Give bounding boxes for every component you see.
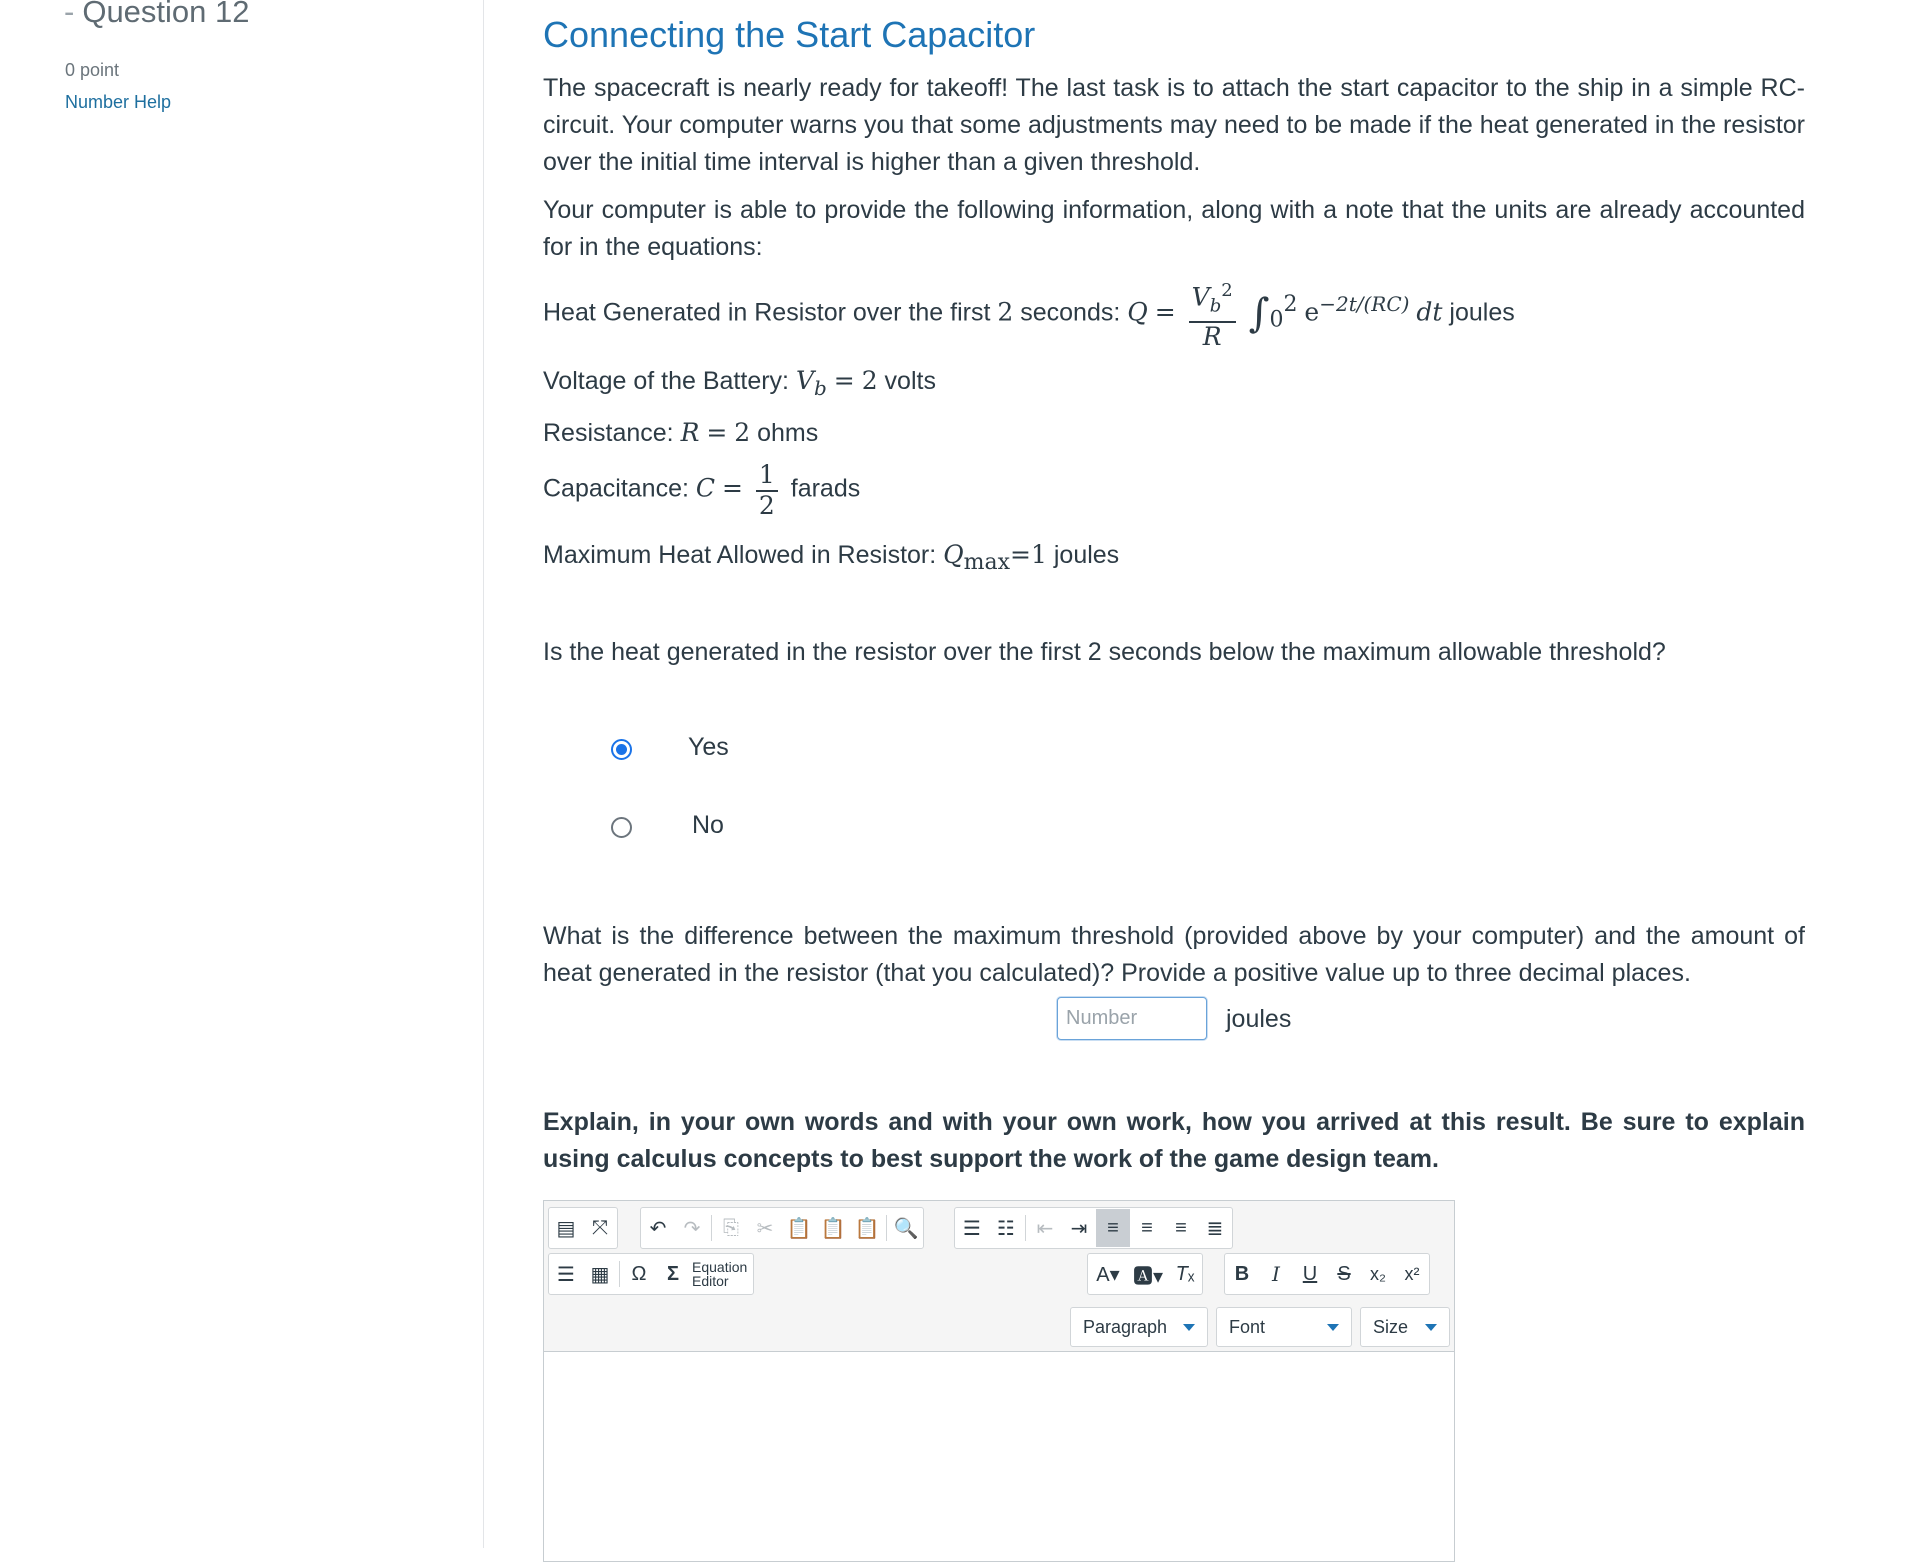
toolbar-group-insert bbox=[548, 1253, 754, 1295]
chevron-down-icon bbox=[1327, 1324, 1339, 1331]
question1-prompt: Is the heat generated in the resistor over the first 2 seconds below the maximum allowable threshold? bbox=[543, 638, 1666, 666]
resistance-symbol: R bbox=[680, 418, 700, 447]
capacitance-symbol: C bbox=[695, 473, 716, 503]
text-color-icon[interactable]: A▾ bbox=[1096, 1263, 1120, 1286]
align-justify-icon[interactable]: ≣ bbox=[1206, 1217, 1224, 1240]
heat-formula-line bbox=[543, 276, 1515, 351]
problem-title: Connecting the Start Capacitor bbox=[543, 14, 1036, 55]
source-view-icon[interactable]: ▤ bbox=[556, 1217, 576, 1240]
toolbar-group-color bbox=[1087, 1253, 1203, 1295]
resistance-line bbox=[543, 418, 818, 448]
voltage-equals: = bbox=[833, 366, 855, 395]
strikethrough-button[interactable]: S bbox=[1337, 1262, 1351, 1285]
numbered-list-icon[interactable]: ☰ bbox=[963, 1217, 981, 1240]
toolbar-group-lists bbox=[954, 1207, 1233, 1249]
heat-dt: dt bbox=[1416, 297, 1443, 327]
heat-label: Heat Generated in Resistor over the first bbox=[543, 298, 991, 327]
superscript-button[interactable]: x² bbox=[1404, 1263, 1420, 1284]
remove-format-icon[interactable]: T ₓ bbox=[1175, 1262, 1195, 1285]
capacitance-equals: = bbox=[721, 473, 743, 503]
voltage-label: Voltage of the Battery: bbox=[543, 367, 789, 395]
problem-info: Your computer is able to provide the following information, along with a note that the units are already accounted for in the equations: bbox=[543, 196, 1805, 261]
question-points: 0 point bbox=[65, 60, 120, 80]
editor-text-area[interactable] bbox=[544, 1352, 1454, 1561]
integral-lower-limit: 0 bbox=[1269, 307, 1284, 333]
equation-editor-button[interactable] bbox=[690, 1260, 753, 1288]
question2-prompt: What is the difference between the maximum threshold (provided above by your computer) and the amount of heat generated in the resistor (that you calculated)? Provide a positive value up to three decimal places. bbox=[543, 922, 1805, 987]
max-heat-label: Maximum Heat Allowed in Resistor: bbox=[543, 541, 937, 569]
resistance-unit: ohms bbox=[757, 419, 819, 447]
fullscreen-icon[interactable]: ⤧ bbox=[592, 1216, 608, 1239]
heat-denominator: R bbox=[1202, 322, 1222, 352]
integrand-base: e bbox=[1304, 297, 1320, 327]
heat-equals: = bbox=[1154, 297, 1176, 327]
background-color-icon[interactable]: 🅰▾ bbox=[1132, 1265, 1164, 1288]
max-heat-symbol: Q bbox=[943, 540, 964, 569]
difference-unit: joules bbox=[1226, 1005, 1292, 1033]
resistance-label: Resistance: bbox=[543, 419, 674, 447]
capacitance-unit: farads bbox=[790, 474, 861, 503]
paste-text-icon[interactable]: 📋 bbox=[820, 1217, 846, 1240]
underline-button[interactable]: U bbox=[1302, 1262, 1318, 1285]
sigma-icon[interactable]: Σ bbox=[666, 1262, 679, 1285]
question-header bbox=[64, 0, 250, 30]
font-dropdown[interactable] bbox=[1216, 1307, 1352, 1347]
heat-seconds: 2 bbox=[997, 297, 1014, 327]
copy-icon[interactable]: ⎘ bbox=[723, 1216, 739, 1239]
difference-number-input[interactable] bbox=[1057, 997, 1207, 1040]
capacitance-numerator: 1 bbox=[756, 460, 778, 492]
heat-numerator: V bbox=[1191, 282, 1210, 312]
voltage-value: 2 bbox=[861, 366, 878, 395]
chevron-down-icon bbox=[1183, 1324, 1195, 1331]
resistance-equals: = bbox=[706, 418, 728, 447]
toolbar-group-format bbox=[1224, 1253, 1430, 1295]
capacitance-denominator: 2 bbox=[758, 491, 775, 520]
capacitance-fraction bbox=[756, 460, 778, 520]
toolbar-group-view bbox=[548, 1207, 618, 1249]
undo-icon[interactable]: ↶ bbox=[649, 1217, 667, 1240]
radio-yes[interactable] bbox=[611, 739, 632, 760]
radio-no[interactable] bbox=[611, 817, 632, 838]
max-heat-value: 1 bbox=[1031, 540, 1047, 569]
font-dropdown-label: Font bbox=[1229, 1316, 1266, 1337]
special-char-icon[interactable]: Ω bbox=[631, 1262, 647, 1285]
search-icon[interactable]: 🔍 bbox=[893, 1217, 919, 1240]
heat-seconds-word: seconds: bbox=[1020, 298, 1121, 327]
equation-editor-label-2: Editor bbox=[692, 1273, 729, 1289]
number-help-link[interactable]: Number Help bbox=[65, 92, 172, 112]
size-dropdown-label: Size bbox=[1373, 1316, 1409, 1337]
question-number: Question 12 bbox=[82, 0, 250, 29]
heat-fraction bbox=[1189, 276, 1236, 351]
heat-numerator-sup: 2 bbox=[1221, 280, 1233, 301]
heat-numerator-sub: b bbox=[1209, 295, 1222, 317]
toolbar-group-edit bbox=[640, 1207, 924, 1249]
paste-word-icon[interactable]: 📋 bbox=[854, 1217, 880, 1240]
align-center-icon[interactable]: ≡ bbox=[1141, 1216, 1153, 1239]
max-heat-unit: joules bbox=[1053, 541, 1120, 569]
collapse-dash[interactable]: - bbox=[64, 0, 75, 29]
capacitance-line bbox=[543, 460, 860, 520]
bold-button[interactable]: B bbox=[1234, 1262, 1250, 1285]
resistance-value: 2 bbox=[734, 418, 751, 447]
equation-editor-label-1: Equation bbox=[692, 1259, 748, 1275]
paragraph-dropdown[interactable] bbox=[1070, 1307, 1208, 1347]
cut-icon[interactable]: ✂ bbox=[756, 1217, 774, 1240]
problem-intro: The spacecraft is nearly ready for takeoff! The last task is to attach the start capacitor to the ship in a simple RC-circuit. Your computer warns you that some adjustments may need to be made if the heat generated in the resistor over the initial time interval is higher than a given threshold. bbox=[543, 74, 1805, 176]
size-dropdown[interactable] bbox=[1360, 1307, 1450, 1347]
horizontal-rule-icon[interactable]: ☰ bbox=[557, 1263, 575, 1286]
voltage-line bbox=[543, 366, 936, 400]
editor-toolbar bbox=[544, 1201, 1454, 1352]
redo-icon[interactable]: ↷ bbox=[683, 1217, 701, 1240]
subscript-button[interactable]: x₂ bbox=[1370, 1263, 1386, 1284]
paste-icon[interactable]: 📋 bbox=[786, 1217, 812, 1240]
question-sidebar bbox=[0, 0, 484, 1548]
voltage-unit: volts bbox=[884, 367, 936, 395]
integral-upper-limit: 2 bbox=[1283, 291, 1298, 317]
table-icon[interactable]: ▦ bbox=[590, 1263, 610, 1286]
italic-button[interactable]: I bbox=[1272, 1262, 1280, 1286]
max-heat-line bbox=[543, 540, 1119, 575]
heat-unit: joules bbox=[1449, 298, 1515, 327]
outdent-icon[interactable]: ⇤ bbox=[1036, 1217, 1054, 1240]
indent-icon[interactable]: ⇥ bbox=[1070, 1217, 1088, 1240]
integrand-exponent: −2t/(RC) bbox=[1319, 291, 1410, 316]
voltage-symbol: V bbox=[795, 366, 815, 395]
integral-sign-icon: ∫ bbox=[1248, 290, 1270, 337]
align-left-icon[interactable]: ≡ bbox=[1096, 1209, 1130, 1247]
option-yes-label[interactable]: Yes bbox=[688, 733, 729, 761]
paragraph-dropdown-label: Paragraph bbox=[1083, 1316, 1168, 1337]
bullet-list-icon[interactable]: ☷ bbox=[997, 1217, 1015, 1240]
max-heat-sub: max bbox=[963, 550, 1011, 575]
align-right-icon[interactable]: ≡ bbox=[1175, 1216, 1187, 1239]
option-no-label[interactable]: No bbox=[692, 811, 724, 839]
rich-text-editor bbox=[543, 1200, 1455, 1562]
capacitance-label: Capacitance: bbox=[543, 474, 689, 503]
question3-prompt: Explain, in your own words and with your own work, how you arrived at this result. Be sure to explain using calculus concepts to best support the work of the game design team. bbox=[543, 1108, 1805, 1173]
chevron-down-icon bbox=[1425, 1324, 1437, 1331]
heat-q-symbol: Q bbox=[1127, 297, 1148, 327]
voltage-symbol-sub: b bbox=[814, 376, 827, 400]
max-heat-equals: = bbox=[1010, 540, 1031, 569]
